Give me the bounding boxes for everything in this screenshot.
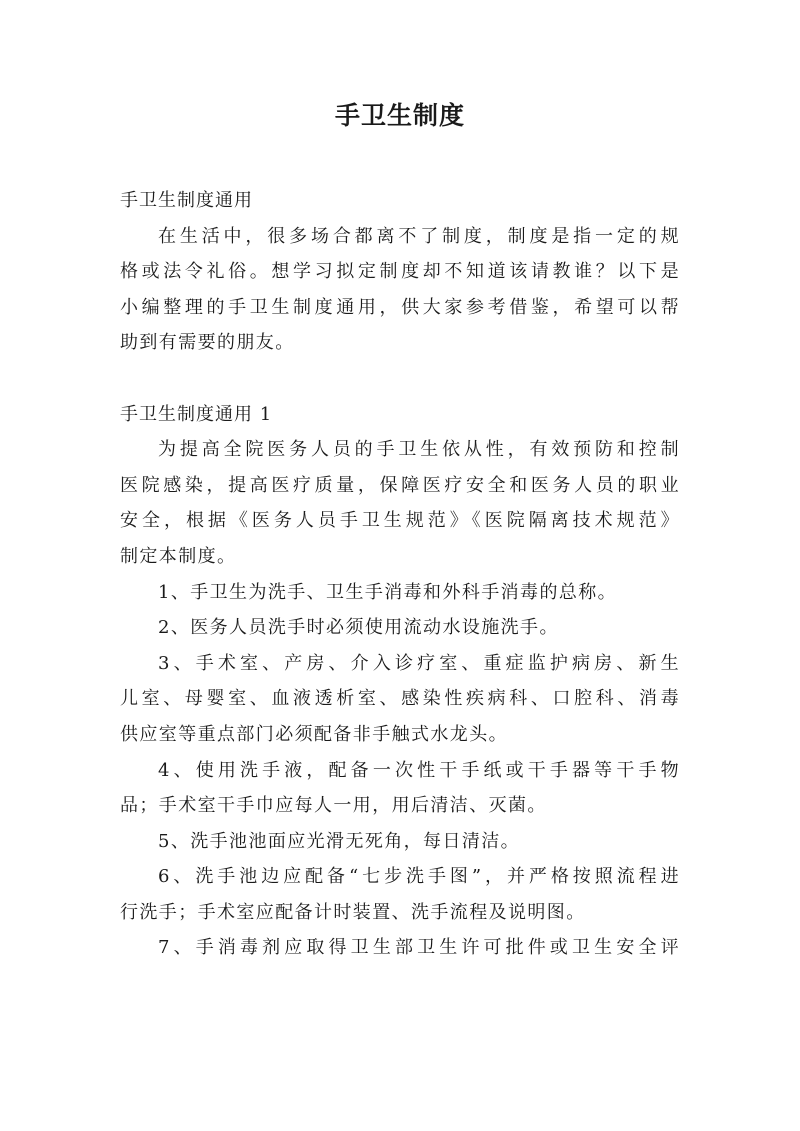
intro-heading: 手卫生制度通用 — [120, 190, 253, 211]
paragraph-line: 6、洗手池边应配备“七步洗手图”，并严格按照流程进 — [158, 866, 680, 888]
paragraph-line: 格或法令礼俗。想学习拟定制度却不知道该请教谁？以下是 — [120, 261, 680, 283]
blank-line — [120, 361, 680, 397]
list-item-6 — [120, 859, 680, 930]
paragraph-line: 小编整理的手卫生制度通用，供大家参考借鉴，希望可以帮 — [120, 296, 680, 318]
list-item-2: 2、医务人员洗手时必须使用流动水设施洗手。 — [158, 617, 559, 639]
paragraph-line: 供应室等重点部门必须配备非手触式水龙头。 — [120, 723, 508, 745]
list-item-1: 1、手卫生为洗手、卫生手消毒和外科手消毒的总称。 — [158, 581, 618, 603]
paragraph-line: 为提高全院医务人员的手卫生依从性，有效预防和控制 — [158, 439, 680, 461]
part1-intro-paragraph — [120, 432, 680, 574]
paragraph-line: 行洗手；手术室应配备计时装置、洗手流程及说明图。 — [120, 901, 586, 923]
paragraph-line: 助到有需要的朋友。 — [120, 332, 295, 354]
document-body — [120, 183, 680, 966]
paragraph-line: 品；手术室干手巾应每人一用，用后清洁、灭菌。 — [120, 795, 547, 817]
list-item-7 — [120, 930, 680, 966]
intro-paragraph — [120, 219, 680, 361]
paragraph-line: 儿室、母婴室、血液透析室、感染性疾病科、口腔科、消毒 — [120, 688, 680, 710]
paragraph-line: 安全，根据《医务人员手卫生规范》《医院隔离技术规范》 — [120, 510, 680, 532]
paragraph-line: 制定本制度。 — [120, 545, 237, 567]
paragraph-line: 医院感染，提高医疗质量，保障医疗安全和医务人员的职业 — [120, 474, 680, 496]
document-title: 手卫生制度 — [334, 101, 465, 130]
list-item-5: 5、洗手池池面应光滑无死角，每日清洁。 — [158, 830, 521, 852]
paragraph-line: 3、手术室、产房、介入诊疗室、重症监护病房、新生 — [158, 652, 680, 674]
list-item-3 — [120, 646, 680, 753]
paragraph-line: 7、手消毒剂应取得卫生部卫生许可批件或卫生安全评 — [158, 937, 680, 959]
list-item-4 — [120, 753, 680, 824]
paragraph-line: 在生活中，很多场合都离不了制度，制度是指一定的规 — [158, 225, 680, 247]
paragraph-line: 4、使用洗手液，配备一次性干手纸或干手器等干手物 — [158, 759, 680, 781]
part1-heading: 手卫生制度通用 1 — [120, 403, 273, 425]
